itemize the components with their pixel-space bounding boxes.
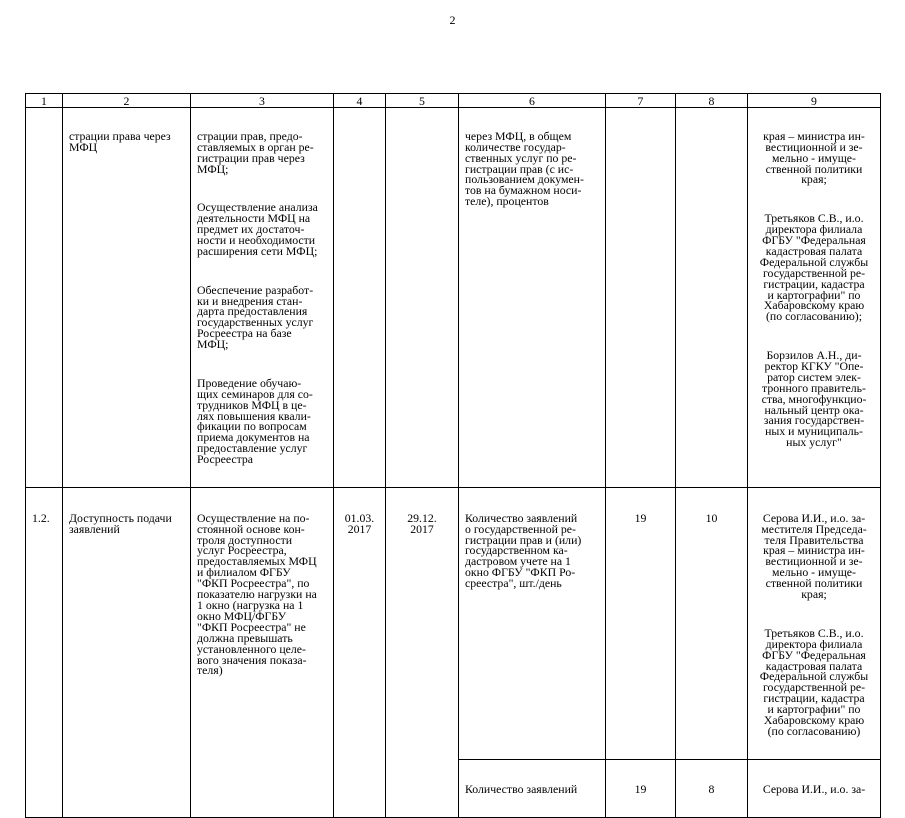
value-cell xyxy=(676,108,748,488)
task-text: страции права через МФЦ xyxy=(69,128,171,154)
responsible-cell xyxy=(748,487,881,759)
column-number: 7 xyxy=(606,94,676,108)
value-cell xyxy=(606,759,676,818)
end-date-cell xyxy=(386,108,459,488)
page-number: 2 xyxy=(449,13,456,27)
value-text: 19 xyxy=(634,510,647,525)
column-number: 2 xyxy=(63,94,191,108)
column-number-row xyxy=(26,94,881,108)
measure-paragraph: Осуществление на по- стоянной основе кон- троля доступности услуг Росреестра, предоставляемых МФЦ и филиалом ФГБУ "ФКП Росреестра", по показателю нагрузки на 1 окно (нагрузка на 1 окно МФЦ/ФГБУ "ФКП Росреестра" не должна превышать установленного целе- вого значения показа- теля) xyxy=(197,510,317,678)
task-cell xyxy=(63,487,191,817)
column-number: 5 xyxy=(386,94,459,108)
column-number: 1 xyxy=(26,94,63,108)
value-text: 10 xyxy=(705,510,718,525)
responsible-cell xyxy=(748,108,881,488)
task-text: Доступность подачи заявлений xyxy=(69,510,172,536)
column-number: 6 xyxy=(459,94,606,108)
measure-paragraph: Осуществление анализа деятельности МФЦ на предмет их достаточ- ности и необходимости расширения сети МФЦ; xyxy=(197,200,318,258)
start-date: 01.03. 2017 xyxy=(344,510,375,536)
indicator-text: Количество заявлений о государственной ре- гистрации прав и (или) государственном ка- дастровом учете на 1 окно ФГБУ "ФКП Ро- среестра", шт./день xyxy=(465,510,582,591)
responsible-paragraph: Серова И.И., и.о. за- xyxy=(762,782,866,797)
column-number: 8 xyxy=(676,94,748,108)
value-cell xyxy=(676,759,748,818)
end-date: 29.12. 2017 xyxy=(407,510,437,536)
column-number: 9 xyxy=(748,94,881,108)
row-number-cell xyxy=(26,108,63,488)
measures-cell xyxy=(191,108,334,488)
responsible-paragraph: Серова И.И., и.о. за- местителя Председа- теля Правительства края – министра ин- вестиционной и зе- мельно - имуще- ственной политики края; xyxy=(761,510,867,602)
start-date-cell xyxy=(334,108,386,488)
indicator-cell xyxy=(459,487,606,759)
table-row xyxy=(26,108,881,488)
measure-paragraph: Проведение обучаю- щих семинаров для со- трудников МФЦ в це- лях повышения квали- фикации по вопросам приема документов на предоставление услуг Росреестра xyxy=(197,375,313,467)
value-cell xyxy=(606,487,676,759)
value-text: 19 xyxy=(634,782,647,797)
value-cell xyxy=(606,108,676,488)
responsible-cell xyxy=(748,759,881,818)
row-number: 1.2. xyxy=(32,510,50,525)
end-date-cell xyxy=(386,487,459,817)
value-cell xyxy=(676,487,748,759)
measure-paragraph: Обеспечение разработ- ки и внедрения стан- дарта предоставления государственных услуг Росреестра на базе МФЦ; xyxy=(197,282,314,352)
responsible-paragraph: края – министра ин- вестиционной и зе- мельно - имуще- ственной политики края; xyxy=(763,128,865,187)
indicator-cell xyxy=(459,759,606,818)
start-date-cell xyxy=(334,487,386,817)
measure-paragraph: страции прав, предо- ставляемых в орган ре- гистрации прав через МФЦ; xyxy=(197,128,314,176)
row-number-cell xyxy=(26,487,63,817)
task-cell xyxy=(63,108,191,488)
indicator-cell xyxy=(459,108,606,488)
measures-cell xyxy=(191,487,334,817)
value-text: 8 xyxy=(708,782,715,797)
responsible-paragraph: Борзилов А.Н., ди- ректор КГКУ "Опе- ратор систем элек- тронного правитель- ства, многофункцио- нальный центр ока- зания государствен- ных и муниципаль- ных услуг" xyxy=(761,348,867,450)
responsible-paragraph: Третьяков С.В., и.о. директора филиала ФГБУ "Федеральная кадастровая палата Федеральной службы государственной ре- гистрации, кадастра и картографии" по Хабаровскому краю (по согласованию); xyxy=(759,211,869,324)
table-row xyxy=(26,487,881,759)
indicator-text: Количество заявлений xyxy=(465,782,578,797)
indicator-text: через МФЦ, в общем количестве государ- ственных услуг по ре- гистрации прав (с ис- пользованием докумен- тов на бумажном носи- теле), процентов xyxy=(465,128,584,209)
column-number: 3 xyxy=(191,94,334,108)
column-number: 4 xyxy=(334,94,386,108)
plan-table-wrapper xyxy=(25,93,881,797)
plan-table xyxy=(25,93,881,818)
responsible-paragraph: Третьяков С.В., и.о. директора филиала ФГБУ "Федеральная кадастровая палата Федеральной службы государственной ре- гистрации, кадастра и картографии" по Хабаровскому краю (по согласованию) xyxy=(759,625,869,738)
